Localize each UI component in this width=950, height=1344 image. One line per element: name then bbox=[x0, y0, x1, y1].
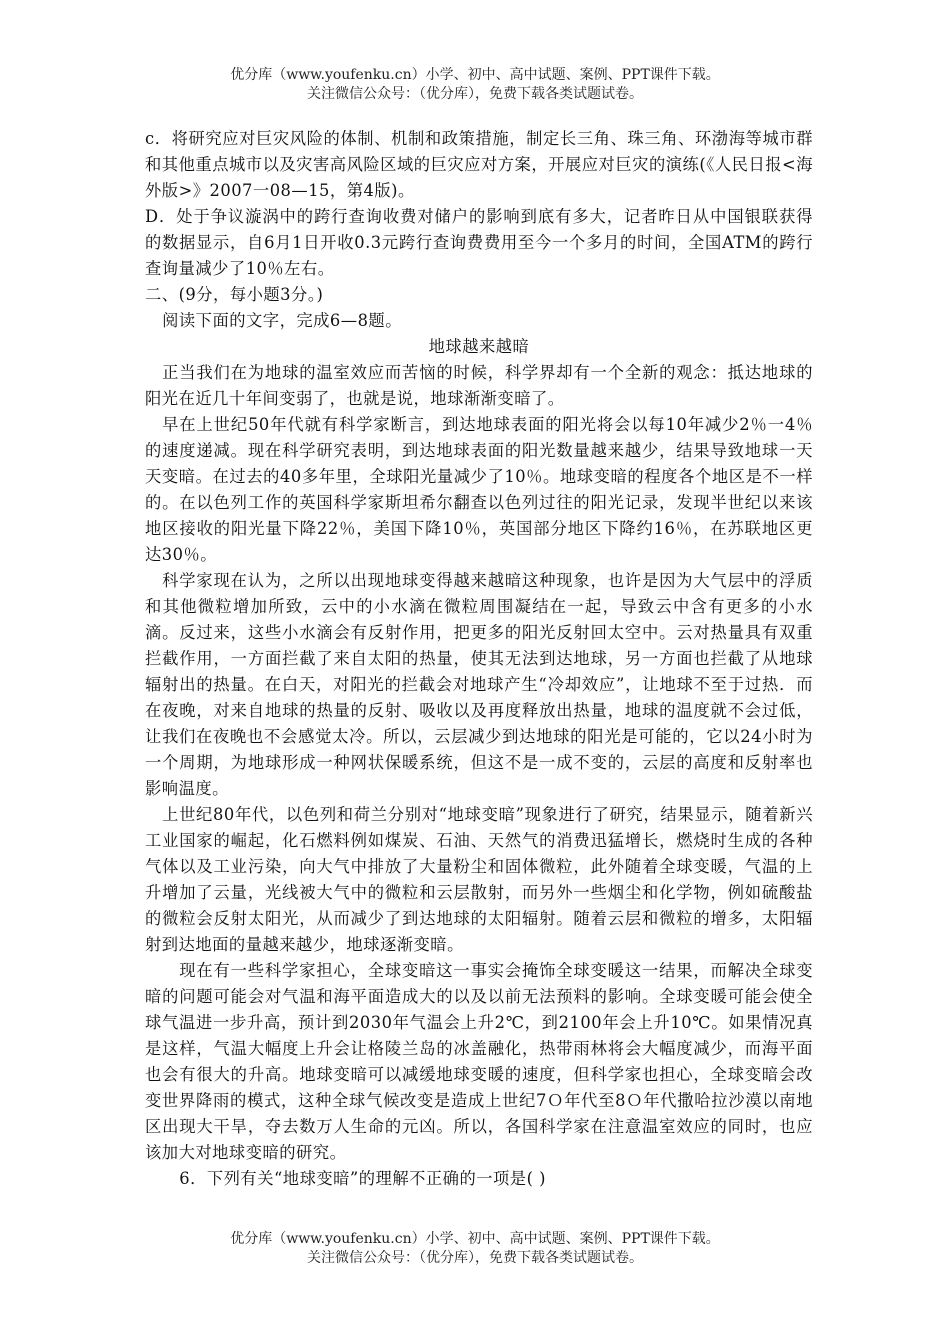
article-paragraph-4: 上世纪80年代，以色列和荷兰分别对“地球变暗”现象进行了研究，结果显示，随着新兴工业国家的崛起，化石燃料例如煤炭、石油、天然气的消费迅猛增长，燃烧时生成的各种气体以及工业污染，向大气中排放了大量粉尘和固体微粒，此外随着全球变暖，气温的上升增加了云量，光线被大气中的微粒和云层散射，而另外一些烟尘和化学物，例如硫酸盐的微粒会反射太阳光，从而减少了到达地球的太阳辐射。随着云层和微粒的增多，太阳辐射到达地面的量越来越少，地球逐渐变暗。 bbox=[145, 805, 813, 954]
document-body bbox=[145, 126, 813, 1192]
article-paragraph-2: 早在上世纪50年代就有科学家断言，到达地球表面的阳光将会以每10年减少2％一4％的速度递减。现在科学研究表明，到达地球表面的阳光数量越来越少，结果导致地球一天天变暗。在过去的40多年里，全球阳光量减少了10％。地球变暗的程度各个地区是不一样的。在以色列工作的英国科学家斯坦希尔翻查以色列过往的阳光记录，发现半世纪以来该地区接收的阳光量下降22％，美国下降10％，英国部分地区下降约16％，在苏联地区更达30％。 bbox=[145, 415, 813, 564]
article-title: 地球越来越暗 bbox=[428, 337, 530, 356]
footer-line-1: 优分库（www.youfenku.cn）小学、初中、高中试题、案例、PPT课件下载。 bbox=[230, 1231, 720, 1247]
question-6: 6．下列有关“地球变暗”的理解不正确的一项是( ) bbox=[179, 1169, 546, 1188]
page-header bbox=[0, 66, 950, 104]
article-paragraph-1: 正当我们在为地球的温室效应而苦恼的时候，科学界却有一个全新的观念：抵达地球的阳光在近几十年间变弱了，也就是说，地球渐渐变暗了。 bbox=[145, 363, 813, 408]
option-d: D．处于争议漩涡中的跨行查询收费对储户的影响到底有多大，记者昨日从中国银联获得的数据显示，自6月1日开收0.3元跨行查询费费用至今一个多月的时间，全国ATM的跨行查询量减少了10％左右。 bbox=[145, 207, 813, 278]
reading-instruction: 阅读下面的文字，完成6—8题。 bbox=[162, 311, 402, 330]
header-line-2: 关注微信公众号：（优分库），免费下载各类试题试卷。 bbox=[307, 86, 643, 102]
section-two-heading: 二、(9分，每小题3分。) bbox=[145, 285, 324, 304]
option-c: c．将研究应对巨灾风险的体制、机制和政策措施，制定长三角、珠三角、环渤海等城市群和其他重点城市以及灾害高风险区域的巨灾应对方案，开展应对巨灾的演练(《人民日报<海外版>》2007一08—15，第4版)。 bbox=[145, 129, 813, 200]
article-paragraph-3: 科学家现在认为，之所以出现地球变得越来越暗这种现象，也许是因为大气层中的浮质和其他微粒增加所致，云中的小水滴在微粒周围凝结在一起，导致云中含有更多的小水滴。反过来，这些小水滴会有反射作用，把更多的阳光反射回太空中。云对热量具有双重拦截作用，一方面拦截了来自太阳的热量，使其无法到达地球，另一方面也拦截了从地球辐射出的热量。在白天，对阳光的拦截会对地球产生“冷却效应”，让地球不至于过热．而在夜晚，对来自地球的热量的反射、吸收以及再度释放出热量，地球的温度就不会过低，让我们在夜晚也不会感觉太冷。所以，云层减少到达地球的阳光是可能的，它以24小时为一个周期，为地球形成一种网状保暖系统，但这不是一成不变的，云层的高度和反射率也影响温度。 bbox=[145, 571, 813, 798]
footer-line-2: 关注微信公众号：（优分库），免费下载各类试题试卷。 bbox=[307, 1250, 643, 1266]
header-line-1: 优分库（www.youfenku.cn）小学、初中、高中试题、案例、PPT课件下载。 bbox=[230, 67, 720, 83]
article-paragraph-5: 现在有一些科学家担心，全球变暗这一事实会掩饰全球变暖这一结果，而解决全球变暗的问题可能会对气温和海平面造成大的以及以前无法预料的影响。全球变暖可能会使全球气温进一步升高，预计到2030年气温会上升2℃，到2100年会上升10℃。如果情况真是这样，气温大幅度上升会让格陵兰岛的冰盖融化，热带雨林将会大幅度减少，而海平面也会有很大的升高。地球变暗可以减缓地球变暖的速度，但科学家也担心，全球变暗会改变世界降雨的模式，这种全球气候改变是造成上世纪7Ｏ年代至8Ｏ年代撒哈拉沙漠以南地区出现大干旱，夺去数万人生命的元凶。所以，各国科学家在注意温室效应的同时，也应该加大对地球变暗的研究。 bbox=[145, 961, 813, 1162]
page-footer bbox=[0, 1230, 950, 1268]
